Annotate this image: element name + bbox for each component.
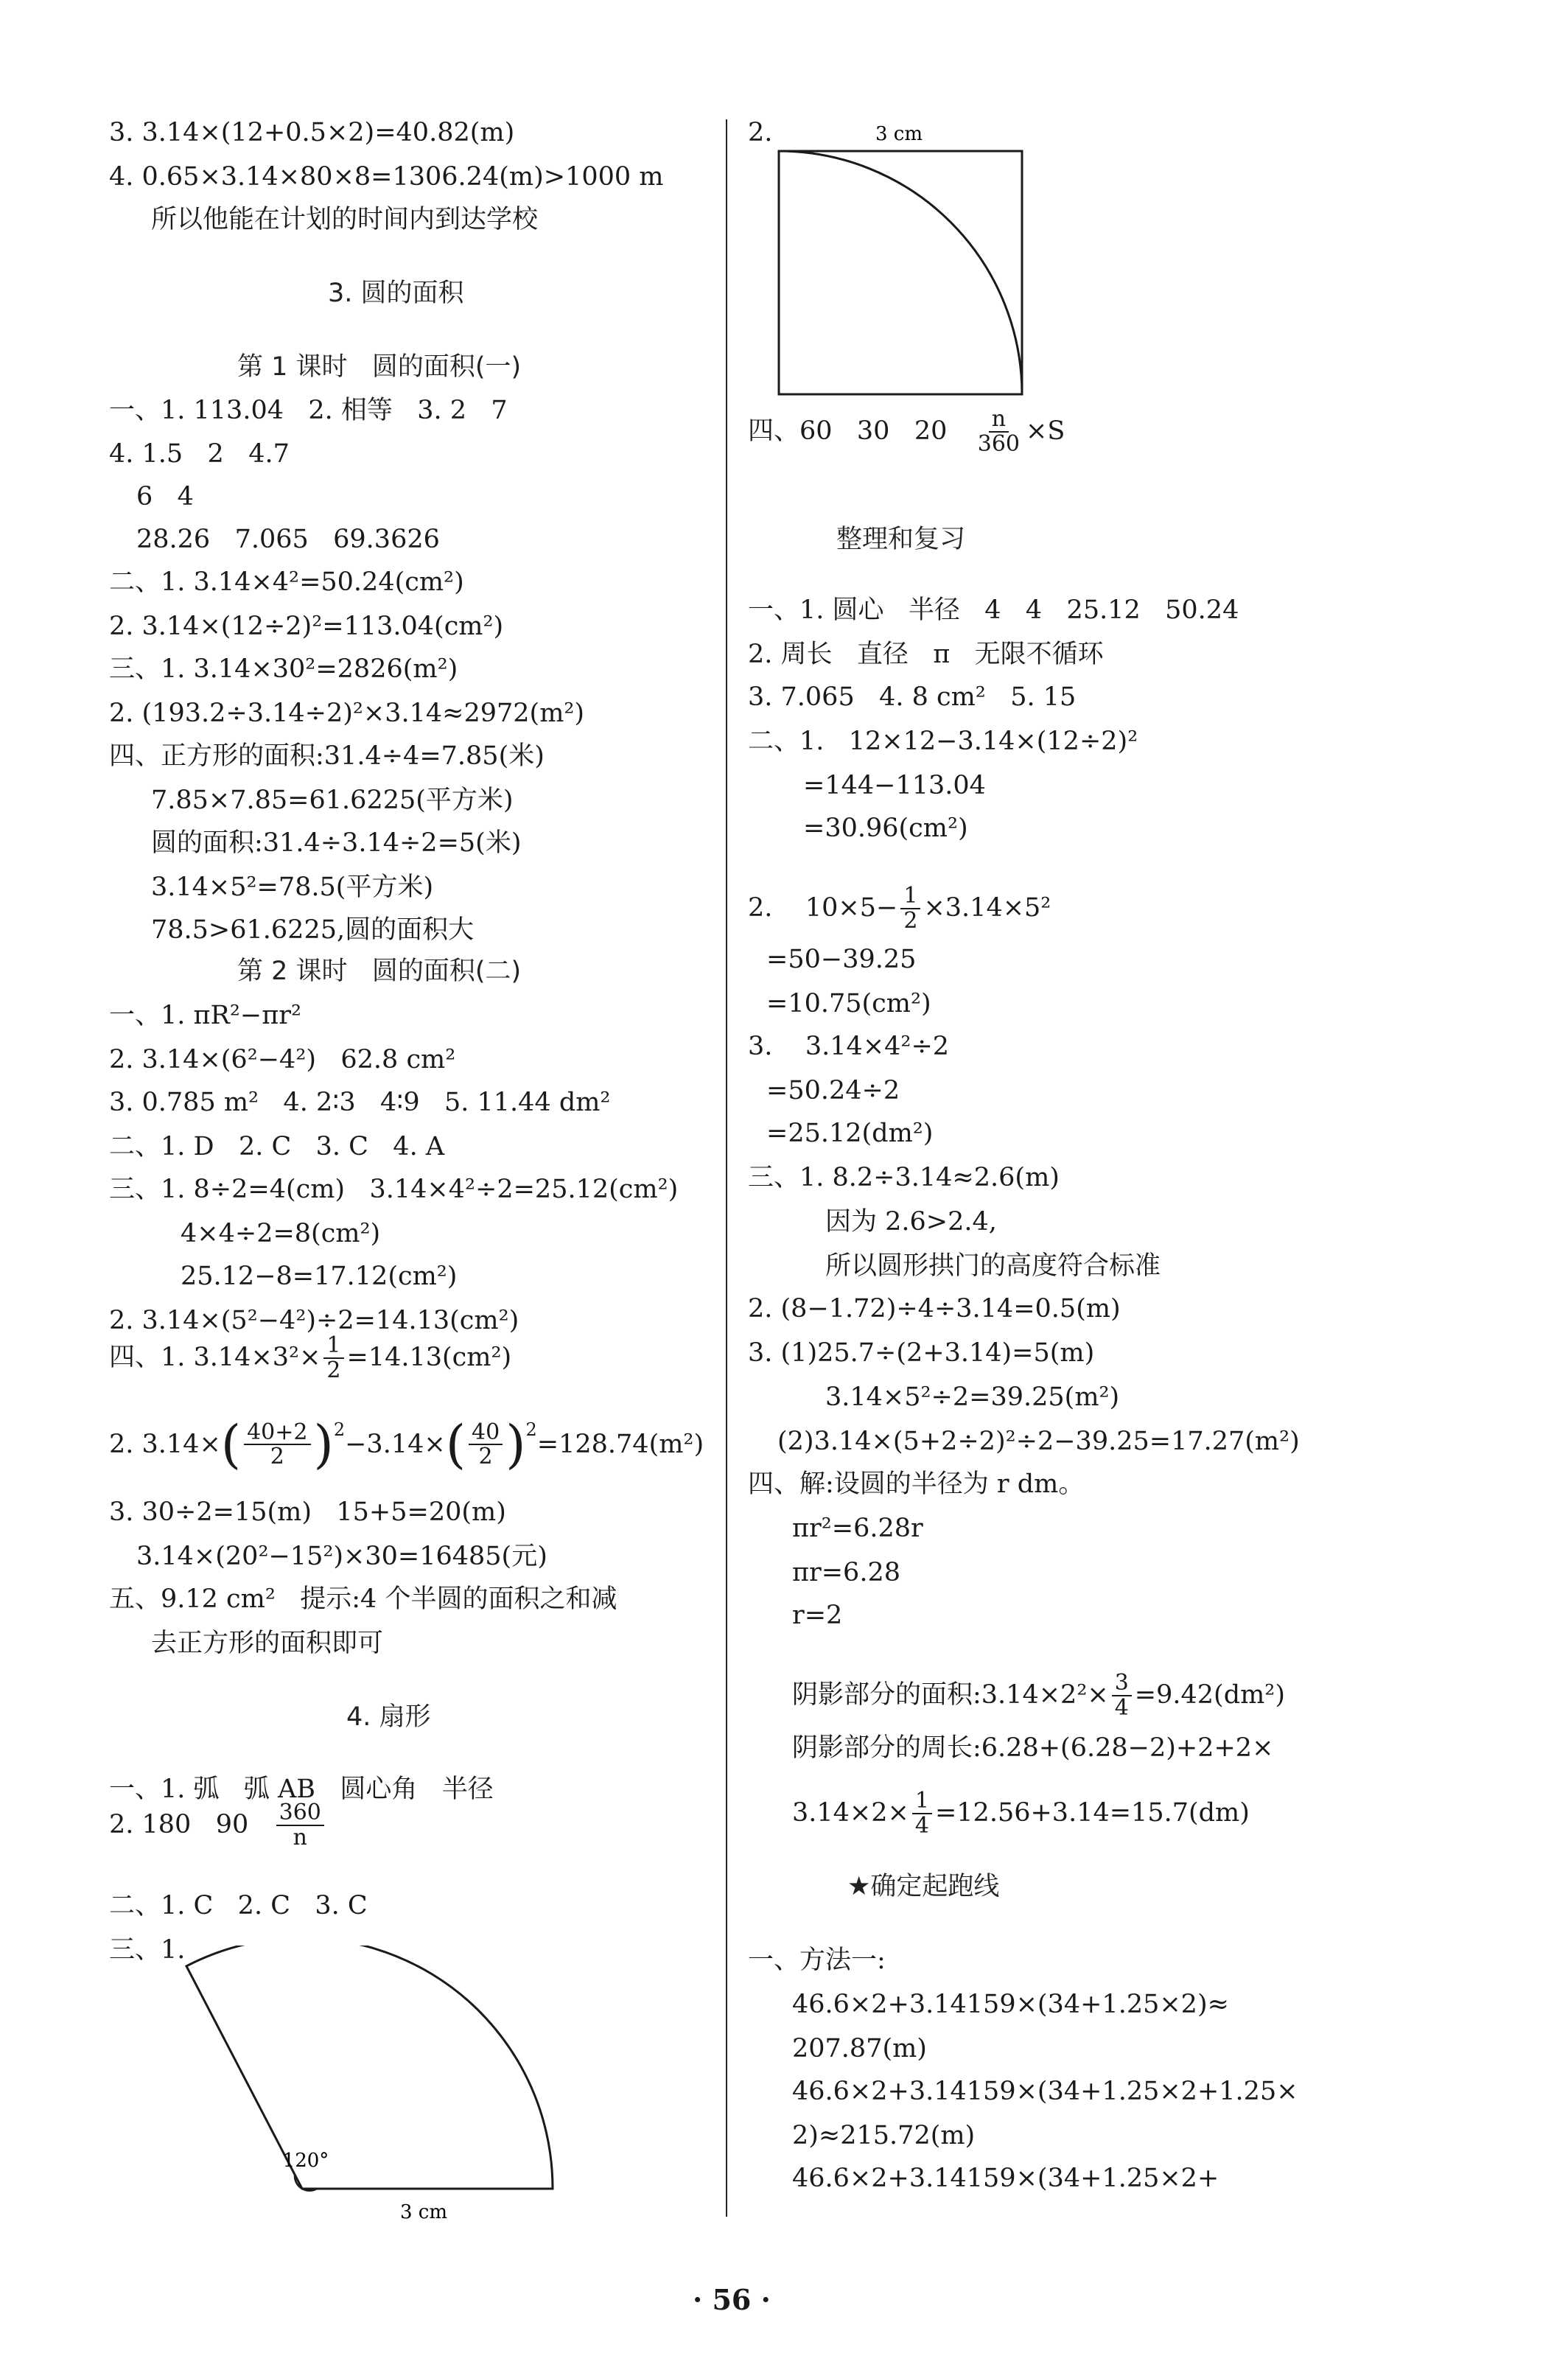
expr-post: =12.56+3.14=15.7(dm) — [934, 1798, 1250, 1828]
answer-line: 28.26 7.065 69.3626 — [136, 525, 440, 554]
column-divider — [726, 119, 727, 2217]
fraction — [912, 1789, 932, 1837]
numerator: 1 — [900, 884, 920, 909]
answer-line: 三、1. 8.2÷3.14≈2.6(m) — [748, 1163, 1060, 1192]
numerator: 40 — [469, 1421, 503, 1446]
expr-mid: −3.14× — [345, 1429, 446, 1459]
answer-line: =25.12(dm²) — [766, 1119, 934, 1148]
answer-line: 2. 周长 直径 π 无限不循环 — [748, 640, 1104, 669]
right-paren: ) — [313, 1414, 334, 1475]
denominator: n — [293, 1824, 307, 1850]
square-outline — [779, 151, 1022, 394]
answer-line: 五、9.12 cm² 提示:4 个半圆的面积之和减 — [109, 1584, 617, 1614]
numerator: 360 — [276, 1801, 324, 1826]
answer-line: 4. 0.65×3.14×80×8=1306.24(m)>1000 m — [109, 162, 664, 192]
answer-line: 一、1. 圆心 半径 4 4 25.12 50.24 — [748, 595, 1239, 625]
answer-line: r=2 — [792, 1601, 843, 1630]
numerator: n — [989, 408, 1009, 433]
sector-side-label: 3 cm — [399, 2201, 448, 2223]
denominator: 2 — [326, 1357, 341, 1383]
answer-line: 78.5>61.6225,圆的面积大 — [151, 915, 475, 945]
answer-line: 三、1. 8÷2=4(cm) 3.14×4²÷2=25.12(cm²) — [109, 1175, 679, 1204]
expr-pre: 四、1. 3.14×3²× — [109, 1343, 321, 1373]
left-paren: ( — [445, 1414, 466, 1475]
answer-line: =10.75(cm²) — [766, 989, 931, 1018]
answer-line: =30.96(cm²) — [803, 814, 968, 843]
expr-post: =128.74(m²) — [536, 1429, 704, 1459]
answer-line: 4×4÷2=8(cm²) — [181, 1219, 381, 1248]
answer-line: 三、1. — [109, 1935, 186, 1965]
section-heading: 3. 圆的面积 — [328, 279, 464, 308]
denominator: 4 — [1114, 1694, 1129, 1721]
answer-line: =144−113.04 — [803, 771, 986, 800]
answer-line: 46.6×2+3.14159×(34+1.25×2)≈ — [792, 1990, 1229, 2019]
answer-line: 所以圆形拱门的高度符合标准 — [825, 1251, 1161, 1281]
answer-line: 2. 3.14×(6²−4²) 62.8 cm² — [109, 1045, 456, 1074]
fraction — [244, 1421, 310, 1469]
answer-line: 3. 3.14×(12+0.5×2)=40.82(m) — [109, 118, 515, 147]
answer-line: 因为 2.6>2.4, — [825, 1207, 997, 1237]
answer-line: 三、1. 3.14×30²=2826(m²) — [109, 654, 458, 684]
answer-line: 一、1. 弧 弧 AB 圆心角 半径 — [109, 1775, 494, 1804]
fraction — [469, 1421, 503, 1469]
expr-pre: 四、60 30 20 — [748, 416, 972, 447]
answer-line: 2. — [748, 118, 773, 147]
section-heading: 4. 扇形 — [346, 1702, 431, 1732]
page-number: · 56 · — [693, 2283, 771, 2316]
paren-fraction-line — [109, 1414, 704, 1475]
fraction — [1112, 1671, 1132, 1719]
answer-line: 3. 3.14×4²÷2 — [748, 1032, 950, 1061]
right-paren: ) — [505, 1414, 526, 1475]
expr-post: =9.42(dm²) — [1134, 1680, 1285, 1710]
answer-line: 去正方形的面积即可 — [151, 1629, 384, 1658]
answer-line: 3. (1)25.7÷(2+3.14)=5(m) — [748, 1338, 1095, 1368]
answer-line: 7.85×7.85=61.6225(平方米) — [151, 786, 514, 815]
expr-post: =14.13(cm²) — [346, 1343, 512, 1373]
answer-line: 3.14×(20²−15²)×30=16485(元) — [136, 1542, 547, 1571]
expr-post: ×3.14×5² — [923, 893, 1051, 923]
exponent: 2 — [333, 1419, 346, 1440]
expr-post: ×S — [1026, 416, 1065, 447]
expr-pre: 2. 10×5− — [748, 893, 898, 923]
section-heading: 整理和复习 — [836, 525, 966, 554]
answer-line: 46.6×2+3.14159×(34+1.25×2+1.25× — [792, 2077, 1298, 2106]
answer-line: 3. 7.065 4. 8 cm² 5. 15 — [748, 682, 1077, 712]
answer-line: πr²=6.28r — [792, 1514, 923, 1543]
denominator: 2 — [478, 1444, 493, 1469]
sector-figure — [162, 1946, 575, 2226]
expr-pre: 3.14×2× — [792, 1798, 909, 1828]
paren-group — [220, 1414, 346, 1475]
answer-line: πr=6.28 — [792, 1558, 900, 1587]
answer-line: 4. 1.5 2 4.7 — [109, 439, 290, 469]
fraction-line — [792, 1789, 1250, 1837]
denominator: 2 — [270, 1444, 284, 1469]
fraction — [975, 408, 1023, 455]
answer-line: 圆的面积:31.4÷3.14÷2=5(米) — [151, 828, 522, 858]
expr-pre: 阴影部分的面积:3.14×2²× — [792, 1680, 1109, 1710]
answer-line: 3.14×5²=78.5(平方米) — [151, 873, 434, 902]
fraction — [900, 884, 920, 932]
answer-line: 一、方法一: — [748, 1946, 886, 1975]
angle-label: 120° — [282, 2150, 329, 2172]
section-heading: 第 1 课时 圆的面积(一) — [237, 352, 522, 382]
square-arc-figure — [766, 118, 1032, 405]
answer-line: 2)≈215.72(m) — [792, 2121, 976, 2150]
quarter-arc — [779, 151, 1022, 394]
answer-line: 2. 3.14×(5²−4²)÷2=14.13(cm²) — [109, 1306, 519, 1335]
answer-line: 四、正方形的面积:31.4÷4=7.85(米) — [109, 741, 545, 771]
fraction — [276, 1801, 324, 1849]
answer-line: 二、1. D 2. C 3. C 4. A — [109, 1132, 445, 1161]
denominator: 2 — [903, 907, 918, 934]
answer-line: 3.14×5²÷2=39.25(m²) — [825, 1383, 1120, 1412]
answer-line: 四、解:设圆的半径为 r dm。 — [748, 1469, 1085, 1499]
left-paren: ( — [220, 1414, 242, 1475]
numerator: 1 — [912, 1789, 932, 1814]
section-heading: 第 2 课时 圆的面积(二) — [237, 957, 522, 986]
expr-pre: 2. 180 90 — [109, 1810, 273, 1840]
expr-pre: 2. 3.14× — [109, 1429, 221, 1459]
answer-line: 2. (8−1.72)÷4÷3.14=0.5(m) — [748, 1294, 1121, 1324]
paren-group — [445, 1414, 537, 1475]
numerator: 3 — [1112, 1671, 1132, 1696]
sector-outline — [186, 1946, 553, 2189]
fraction-line — [748, 884, 1051, 932]
answer-line: =50−39.25 — [766, 945, 917, 974]
denominator: 360 — [977, 430, 1021, 457]
fraction-line — [792, 1671, 1285, 1719]
answer-line: 一、1. πR²−πr² — [109, 1001, 301, 1030]
answer-line: 阴影部分的周长:6.28+(6.28−2)+2+2× — [792, 1733, 1274, 1763]
answer-line: 6 4 — [136, 482, 194, 511]
answer-line: 3. 30÷2=15(m) 15+5=20(m) — [109, 1497, 506, 1527]
numerator: 1 — [323, 1334, 343, 1359]
denominator: 4 — [914, 1812, 929, 1839]
answer-line: 二、1. 3.14×4²=50.24(cm²) — [109, 567, 464, 597]
answer-line: 一、1. 113.04 2. 相等 3. 2 7 — [109, 396, 508, 425]
fraction-line — [109, 1334, 511, 1382]
fraction — [323, 1334, 343, 1382]
answer-line: 二、1. C 2. C 3. C — [109, 1891, 368, 1920]
numerator: 40+2 — [244, 1421, 310, 1446]
answer-line: 25.12−8=17.12(cm²) — [181, 1262, 458, 1291]
fraction-line — [109, 1801, 327, 1849]
answer-line: 46.6×2+3.14159×(34+1.25×2+ — [792, 2164, 1219, 2193]
answer-line: 207.87(m) — [792, 2034, 927, 2063]
answer-line: (2)3.14×(5+2÷2)²÷2−39.25=17.27(m²) — [777, 1427, 1300, 1456]
answer-line: 2. 3.14×(12÷2)²=113.04(cm²) — [109, 612, 504, 641]
fraction-line — [748, 408, 1065, 455]
answer-line: 二、1. 12×12−3.14×(12÷2)² — [748, 727, 1138, 756]
exponent: 2 — [525, 1419, 537, 1440]
answer-line: =50.24÷2 — [766, 1076, 900, 1105]
answer-line: 2. (193.2÷3.14÷2)²×3.14≈2972(m²) — [109, 699, 585, 728]
answer-line: 3. 0.785 m² 4. 2∶3 4∶9 5. 11.44 dm² — [109, 1088, 611, 1117]
answer-line: 所以他能在计划的时间内到达学校 — [151, 205, 539, 234]
square-side-label: 3 cm — [875, 123, 923, 145]
section-heading: ★确定起跑线 — [847, 1872, 1000, 1901]
